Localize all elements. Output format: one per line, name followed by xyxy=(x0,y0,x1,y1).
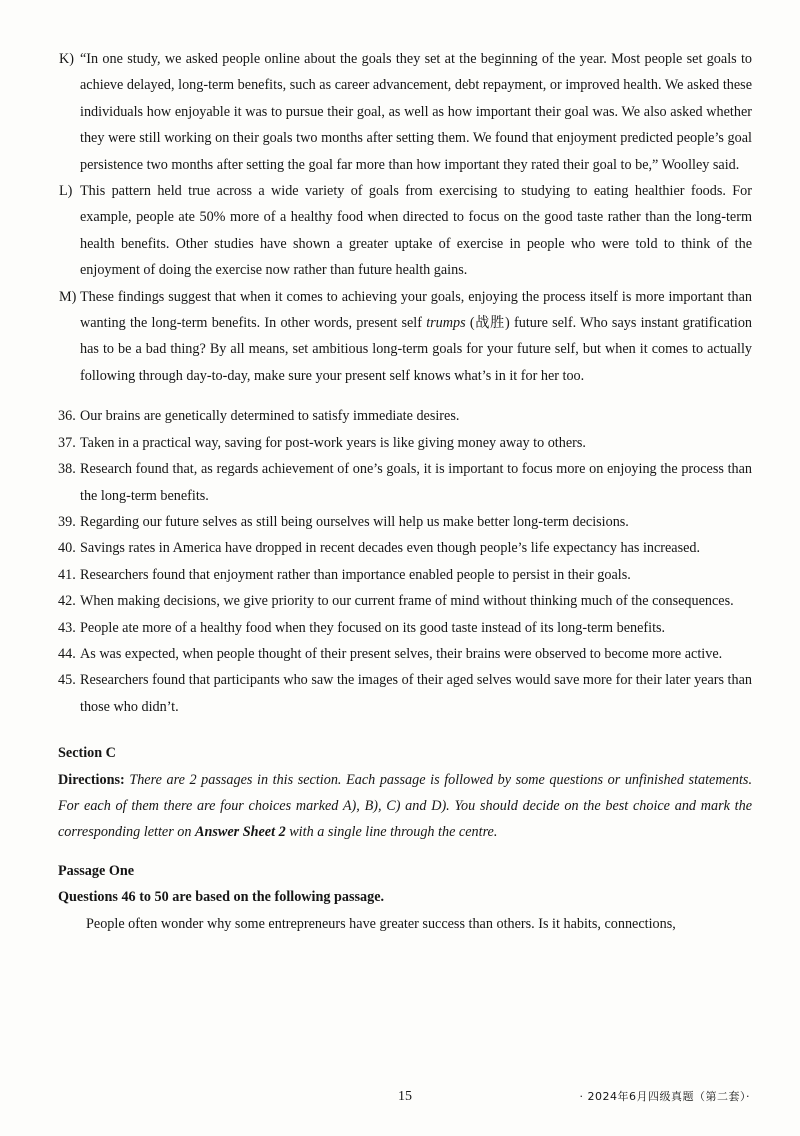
paragraph-l xyxy=(59,178,752,284)
document-page xyxy=(0,46,800,937)
item-number: 43. xyxy=(58,619,76,636)
item-text: People ate more of a healthy food when they focused on its good taste instead of its long-term benefits. xyxy=(80,619,666,636)
paragraph-k xyxy=(59,46,752,178)
item-text: Savings rates in America have dropped in recent decades even though people’s life expectancy has increased. xyxy=(80,540,701,557)
list-item xyxy=(58,456,752,509)
section-title: Section C xyxy=(58,745,116,762)
item-number: 44. xyxy=(58,645,76,662)
paragraph-label: L) xyxy=(59,183,73,200)
list-item xyxy=(58,588,752,614)
item-text: Our brains are genetically determined to satisfy immediate desires. xyxy=(80,408,460,425)
paragraph-text: This pattern held true across a wide variety of goals from exercising to studying to eating healthier foods. For example, people ate 50% more of a healthy food when directed to focus on the good taste rather than the long-term health benefits. Other studies have shown a greater uptake of exercise in people who were told to think of the enjoyment of doing the exercise now rather than future health gains. xyxy=(80,183,752,279)
list-item xyxy=(58,430,752,456)
item-number: 45. xyxy=(58,672,76,689)
paragraph-text: future self. Who says instant gratification has to be a bad thing? By all means, set ambitious long-term goals for your future self, but when it comes to actually following through day-to-day, make sure your present self knows what’s in it for her too. xyxy=(80,315,753,384)
paragraph-m xyxy=(59,284,753,390)
directions-label: Directions: xyxy=(58,771,125,788)
paragraph-text: These findings suggest that when it comes to achieving your goals, enjoying the process itself is more important than wanting the long-term benefits. In other words, present self xyxy=(80,288,752,332)
list-item xyxy=(58,403,752,429)
item-text: As was expected, when people thought of their present selves, their brains were observed to become more active. xyxy=(80,645,723,662)
item-text: Taken in a practical way, saving for post-work years is like giving money away to others. xyxy=(80,434,586,451)
item-number: 39. xyxy=(58,513,76,530)
passage-first-line: People often wonder why some entrepreneurs have greater success than others. Is it habits, connections, xyxy=(86,915,676,932)
section-c xyxy=(58,740,752,937)
directions-tail: with a single line through the centre. xyxy=(285,824,498,841)
directions xyxy=(58,767,752,846)
list-item xyxy=(58,509,752,535)
exam-label: · 2024年6月四级真题（第二套）· xyxy=(579,1090,750,1103)
page-footer xyxy=(0,1084,800,1108)
item-number: 37. xyxy=(58,434,76,451)
statement-list xyxy=(0,403,800,720)
item-number: 38. xyxy=(58,461,76,478)
passage-title: Passage One xyxy=(58,862,135,879)
item-text: Research found that, as regards achievement of one’s goals, it is important to focus more on enjoying the process than the long-term benefits. xyxy=(80,461,752,504)
page-number: 15 xyxy=(398,1089,412,1104)
list-item xyxy=(58,641,752,667)
item-number: 40. xyxy=(58,540,76,557)
list-item xyxy=(58,562,752,588)
item-text: Regarding our future selves as still being ourselves will help us make better long-term decisions. xyxy=(80,513,629,530)
directions-text: There are 2 passages in this section. Each passage is followed by some questions or unfinished statements. For each of them there are four choices marked A), B), C) and D). You should decide on the best choice and mark the corresponding letter on xyxy=(58,771,752,841)
item-text: Researchers found that enjoyment rather than importance enabled people to persist in their goals. xyxy=(80,566,631,583)
emphasized-word: trumps xyxy=(426,315,466,332)
answer-sheet-ref: Answer Sheet 2 xyxy=(195,824,286,841)
paragraph-text: “In one study, we asked people online about the goals they set at the beginning of the year. Most people set goals to achieve delayed, long-term benefits, such as career advancement, debt repayment, or improved health. We asked these individuals how enjoyable it was to pursue their goal, as well as how important their goal was. We also asked whether they were still working on their goals two months after setting them. We found that enjoyment predicted people’s goal persistence two months after setting the goal far more than how important they rated their goal to be,” Woolley said. xyxy=(80,51,752,173)
item-number: 36. xyxy=(58,408,76,425)
list-item xyxy=(58,615,752,641)
item-number: 42. xyxy=(58,593,76,610)
chinese-gloss: (战胜) xyxy=(465,315,510,332)
question-range: Questions 46 to 50 are based on the following passage. xyxy=(58,889,385,906)
paragraph-label: K) xyxy=(59,51,74,67)
paragraph-label: M) xyxy=(59,288,77,305)
item-text: Researchers found that participants who saw the images of their aged selves would save more for their later years than those who didn’t. xyxy=(80,672,752,715)
item-number: 41. xyxy=(58,566,76,583)
list-item xyxy=(58,535,752,561)
item-text: When making decisions, we give priority to our current frame of mind without thinking much of the consequences. xyxy=(80,593,734,610)
list-item xyxy=(58,667,752,720)
